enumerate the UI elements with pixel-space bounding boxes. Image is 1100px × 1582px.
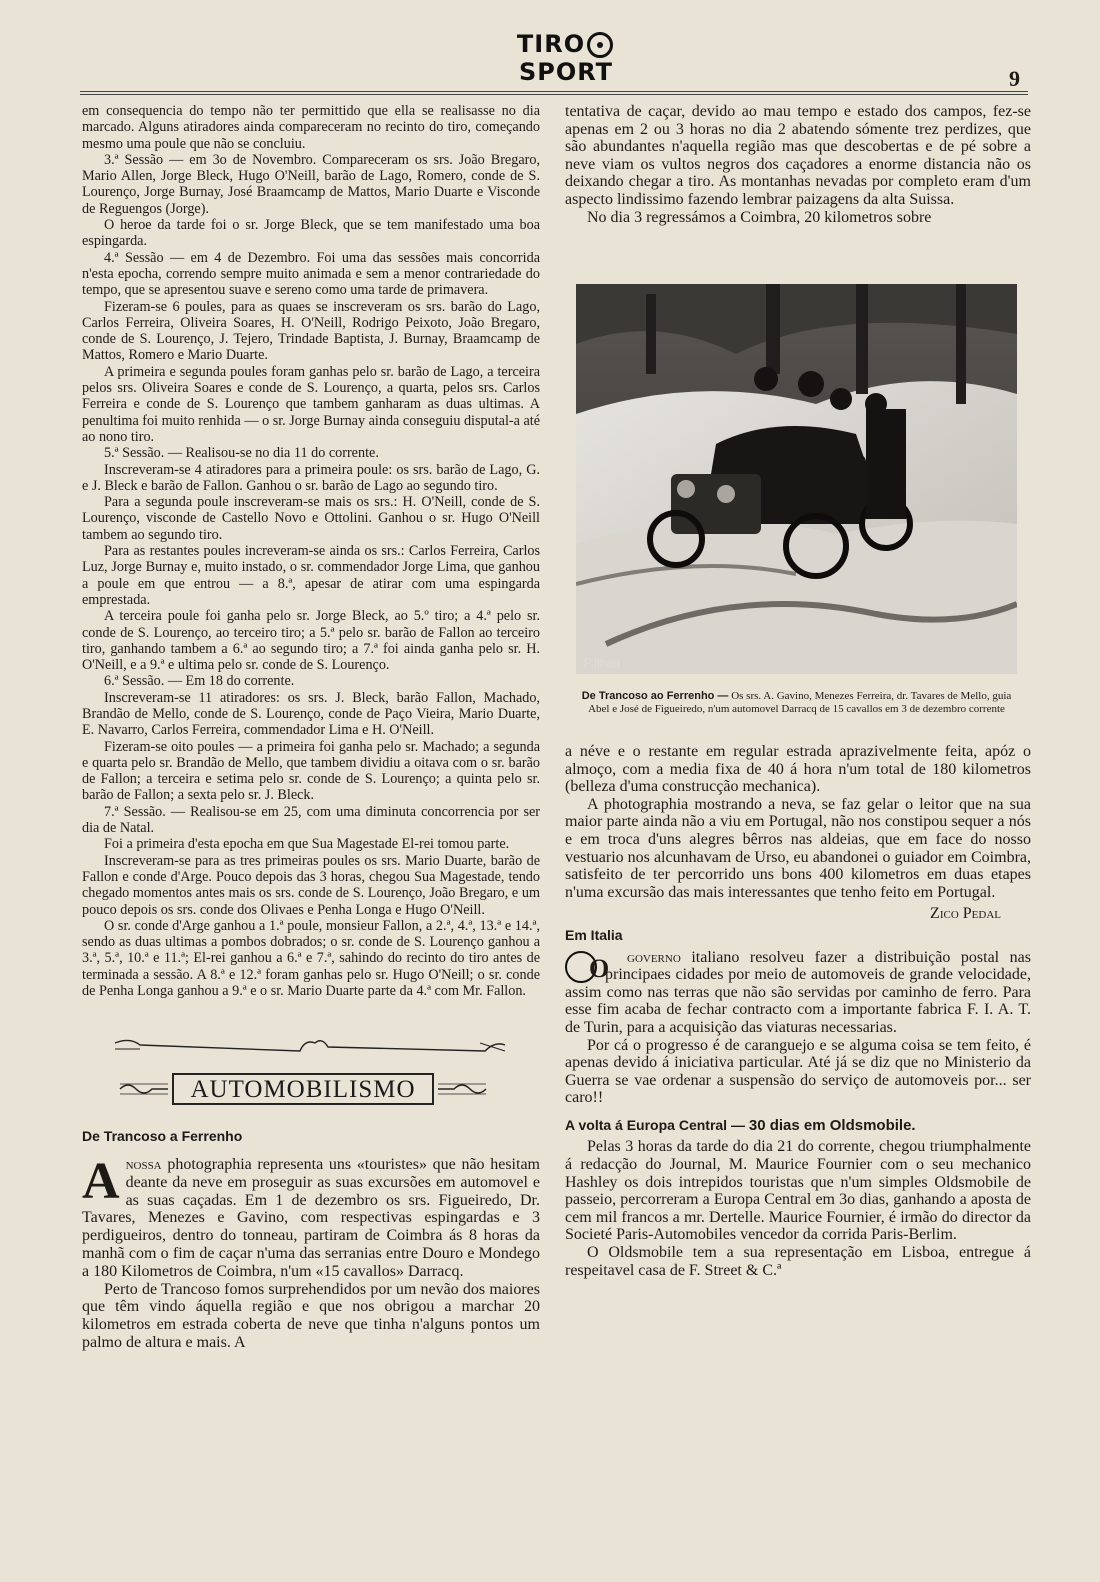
article-paragraph: em consequencia do tempo não ter permittido que ella se realisasse no dia marcado. Alguns atiradores ainda compareceram no recinto do tiro, começando mesmo uma poule que não se concluiu. xyxy=(82,103,540,152)
title-lead: A volta á Europa Central — xyxy=(565,1116,745,1133)
section-banner xyxy=(118,1071,488,1111)
title-bold: 30 dias em Oldsmobile. xyxy=(748,1116,916,1134)
masthead-right-text: SPORT xyxy=(518,58,614,86)
photo-caption xyxy=(576,690,1017,715)
left-column xyxy=(82,103,540,999)
article-paragraph: O Oldsmobile tem a sua representação em Lisboa, entregue á respeitavel casa de F. Street & C.ª xyxy=(565,1244,1031,1279)
target-icon xyxy=(587,32,613,58)
article-paragraph: photographia representa uns «touristes» que não hesitam deante da neve em proseguir as suas excursões em automovel e as suas caçadas. Em 1 de dezembro os srs. Figueiredo, Dr. Tavares, Menezes e Gavino, com respectivas espingardas e 3 perdigueiros, dentro do tonneau, partiram de Coimbra ás 8 horas da manhã com o fim de caçar n'uma das serranias entre Douro e Mondego a 180 Kilometros de Coimbra, n'um «15 cavallos» Darracq. xyxy=(82,1156,540,1280)
article-paragraph: No dia 3 regressámos a Coimbra, 20 kilometros sobre xyxy=(587,208,932,226)
article-paragraph: A primeira e segunda poules foram ganhas pelo sr. barão de Lago, a terceira pelos srs. Oliveira Soares e conde de S. Lourenço, a quarta, pelos srs. Carlos Ferreira e conde de S. Lourenço que tambem ganharam as duas ultimas. A penultima foi muito renhida — o sr. Jorge Burnay ainda conseguiu disputal-a até ao nono tiro. xyxy=(82,363,540,445)
article-title-volta xyxy=(565,1117,1031,1135)
photo-credit: P.Ilhan xyxy=(584,656,620,670)
first-word: nossa xyxy=(125,1156,162,1173)
article-paragraph: A photographia mostrando a neva, se faz gelar o leitor que na sua maior parte ainda não a viu em Portugal, não nos constipou sequer a nós e em troca d'uns alegres bêrros nas aldeias, que em face do nosso vestuario nos alcunhavam de Urso, eu abandonei o guiador em Coimbra, satisfeito de ter percorrido uns bons 400 kilometros em duas etapes n'uma excursão das mais interessantes que tenho feito em Portugal. xyxy=(565,795,1031,901)
article-paragraph: Fizeram-se oito poules — a primeira foi ganha pelo sr. Machado; a segunda e quarta pelo sr. Brandão de Mello, que tambem dividiu a oitava com o sr. barão de Fallon; a terceira e setima pelo sr. conde de S. Lourenço; a quinta pelo sr. barão de Fallon; a sexta pelo sr. J. Bleck. xyxy=(82,738,540,804)
article-italia-body xyxy=(565,949,1031,1107)
page-number: 9 xyxy=(1009,66,1020,91)
ornament-divider xyxy=(110,1035,510,1059)
article-paragraph: Fizeram-se 6 poules, para as quaes se inscreveram os srs. barão do Lago, Carlos Ferreira, Oliveira Soares, H. O'Neill, Rodrigo Peixoto, João Bregaro, conde de S. Lourenço, J. Tejero, Trindade Baptista, J. Burnay, Braamcamp de Mattos, Romero e Mario Duarte. xyxy=(82,298,540,364)
article-paragraph: 5.ª Sessão. — Realisou-se no dia 11 do corrente. xyxy=(104,445,379,462)
right-column-top xyxy=(565,103,1031,226)
article-paragraph: italiano resolveu fazer a distribuição postal nas principaes cidades por meio de automoveis de grande velocidade, assim como nas terras que não são servidas por caminho de ferro. Para esse fim acaba de fechar contracto com a importante fabrica F. I. A. T. de Turin, para a acquisição das viaturas necessarias. xyxy=(565,948,1032,1036)
article-paragraph: a néve e o restante em regular estrada aprazivelmente feita, apóz o almoço, com a media fixa de 40 á hora n'um total de 180 kilometros (belleza d'uma construcção mechanica). xyxy=(565,743,1031,796)
article-paragraph: Para a segunda poule inscreveram-se mais os srs.: H. O'Neill, conde de S. Lourenço, visconde de Castello Novo e Ottolini. Ganhou o sr. Hugo O'Neill tambem ao segundo tiro. xyxy=(82,494,540,543)
masthead-left-text: TIRO xyxy=(516,30,586,58)
article-paragraph: O sr. conde d'Arge ganhou a 1.ª poule, monsieur Fallon, a 2.ª, 4.ª, 13.ª e 14.ª, sendo as duas ultimas a pombos dobrados; o sr. conde de S. Lourenço ganhou a 3.ª, 5.ª, 10.ª e 11.ª; El-rei ganhou a 6.ª e 7.ª, sahindo do recinto do tiro antes de terminada a sessão. A 8.ª e 12.ª foram ganhas pelo sr. Hugo O'Neill; o sr. conde de Penha Longa ganhou a 9.ª e o sr. Mario Duarte parte da 4.ª com Mr. Fallon. xyxy=(82,917,540,1000)
header-rule xyxy=(80,91,1028,92)
masthead-logo xyxy=(478,30,654,86)
photo-illustration xyxy=(576,284,1017,674)
caption-lead: De Trancoso ao Ferrenho — xyxy=(581,690,729,702)
first-word: governo xyxy=(627,948,681,966)
banner-ornament-right xyxy=(438,1081,488,1097)
article-title-trancoso: De Trancoso a Ferrenho xyxy=(82,1128,243,1144)
article-paragraph: 4.ª Sessão — em 4 de Dezembro. Foi uma das sessões mais concorrida n'esta epocha, correndo sempre muito animada e sem a menor contrariedade do tempo, que se apresentou suave e sereno como uma tarde de primavera. xyxy=(82,249,540,299)
article-paragraph: 7.ª Sessão. — Realisou-se em 25, com uma diminuta concorrencia por ser dia de Natal. xyxy=(82,803,540,837)
banner-ornament-left xyxy=(118,1081,168,1097)
article-paragraph: 3.ª Sessão — em 3o de Novembro. Compareceram os srs. João Bregaro, Mario Allen, Jorge Bleck, Hugo O'Neill, barão de Lago, Romero, conde de S. Lourenço, Jorge Burnay, José Braamcamp de Mattos, Mario Duarte e Visconde de Reguengos (Jorge). xyxy=(82,151,540,217)
article-title-italia: Em Italia xyxy=(565,926,623,943)
right-column-bottom xyxy=(565,743,1031,1279)
caption-text: Os srs. A. Gavino, Menezes Ferreira, dr. Tavares de Mello, guia Abel e José de Figueiredo, n'um automovel Darracq de 15 cavallos em 3 de dezembro corrente xyxy=(588,690,1012,715)
article-paragraph: Inscreveram-se 4 atiradores para a primeira poule: os srs. barão de Lago, G. e J. Bleck e barão de Fallon. Ganhou o sr. barão de Lago ao segundo tiro. xyxy=(82,461,540,494)
article-paragraph: Perto de Trancoso fomos surprehendidos por um nevão dos maiores que têm vindo áquella região e que nos obrigou a marchar 20 kilometros em estrada coberta de neve que tinha n'alguns pontos um palmo de altura e mais. A xyxy=(82,1280,540,1351)
article-paragraph: A terceira poule foi ganha pelo sr. Jorge Bleck, ao 5.º tiro; a 4.ª pelo sr. conde de S. Lourenço, ao terceiro tiro; a 5.ª pelo sr. barão de Fallon ao terceiro tiro, ganhando tambem a 6.ª ao segundo tiro; a 7.ª foi ainda ganha pelo sr. H. O'Neill, e a 9.ª e ultima pelo sr. conde de S. Lourenço. xyxy=(82,608,540,674)
article-paragraph: Inscreveram-se para as tres primeiras poules os srs. Mario Duarte, barão de Fallon e conde d'Arge. Pouco depois das 3 horas, chegou Sua Magestade, tendo chegado momentos antes mais os srs. conde de S. Lourenço, João Bregaro, e um pouco depois os srs. conde dos Olivaes e Penha Longa e Hugo O'Neill. xyxy=(82,852,540,918)
drop-cap: O xyxy=(565,951,597,983)
header-rule-secondary xyxy=(80,94,1028,95)
article-paragraph: Foi a primeira d'esta epocha em que Sua Magestade El-rei tomou parte. xyxy=(104,836,510,853)
article-signature: Zico Pedal xyxy=(930,905,1001,923)
photograph-automobile-snow xyxy=(576,284,1017,674)
article-trancoso-body xyxy=(82,1153,540,1352)
article-paragraph: Para as restantes poules increveram-se ainda os srs.: Carlos Ferreira, Carlos Luz, Jorge Burnay e, muito instado, o sr. commendador Jorge Lima, que ganhou a poule em que entrou — a 8.ª, apesar de atirar com uma espingarda emprestada. xyxy=(82,543,540,608)
section-title: AUTOMOBILISMO xyxy=(172,1073,434,1105)
drop-cap: A xyxy=(82,1153,120,1210)
article-paragraph: Por cá o progresso é de caranguejo e se alguma coisa se tem feito, é apenas devido á iniciativa particular. Até já se diz que no Ministerio da Guerra se vae ordenar a suspensão do serviço de automoveis por... ser caro!! xyxy=(565,1036,1031,1107)
article-paragraph: 6.ª Sessão. — Em 18 do corrente. xyxy=(104,673,295,690)
article-paragraph: O heroe da tarde foi o sr. Jorge Bleck, que se tem manifestado uma boa espingarda. xyxy=(82,217,540,250)
article-paragraph: tentativa de caçar, devido ao mau tempo e estado dos campos, fez-se apenas em 2 ou 3 horas no dia 2 abatendo sómente trez perdizes, que são abundantes n'aquella região mas que descobertas e de pé sobre a neve viam os vultos negros dos caçadores a enorme distancia não os deixando chegar a tiro. As montanhas nevadas por completo eram d'um aspecto lindissimo fazendo lembrar paizagens da alta Suissa. xyxy=(565,103,1031,208)
article-paragraph: Inscreveram-se 11 atiradores: os srs. J. Bleck, barão Fallon, Machado, Brandão de Mello, conde de S. Lourenço, conde de Paço Vieira, Mario Duarte, E. Navarro, Carlos Ferreira, commendador Lima e H. O'Neill. xyxy=(82,689,540,739)
article-paragraph: Pelas 3 horas da tarde do dia 21 do corrente, chegou triumphalmente á redacção do Journal, M. Maurice Fournier com o seu mechanico Hashley os dois intrepidos touristas que n'um simples Oldsmobile de passeio, percorreram a Europa Central em 3o dias, ganhando a aposta de cem mil francos a mr. Dertelle. Maurice Fournier, é irmão do director da Societé Paris-Automobiles vencedor da corrida Paris-Berlim. xyxy=(565,1138,1031,1244)
